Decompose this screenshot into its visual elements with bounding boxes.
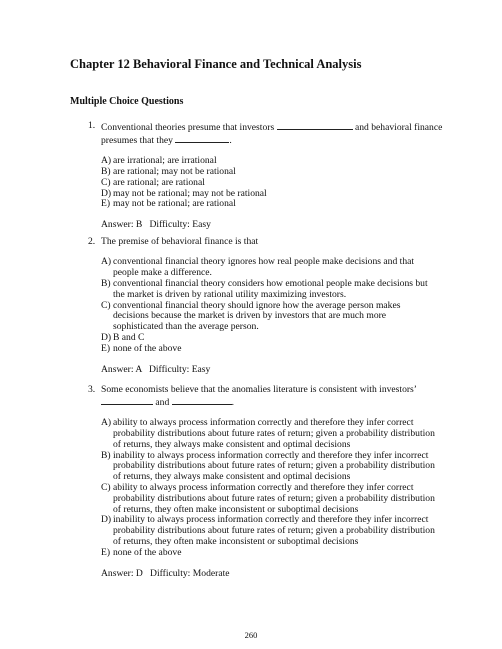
option-b [101, 279, 450, 301]
option-text: B and C [113, 331, 145, 343]
option-text: of returns, they always make consistent and optimal decisions [113, 471, 351, 483]
option-text: probability distributions about future rates of return; given a probability distribution [113, 492, 435, 504]
option-text: inability to always process information correctly and therefore they infer incorrect [113, 449, 429, 461]
question-stem [101, 237, 450, 248]
answer-blank [101, 396, 153, 405]
option-letter: E) [101, 342, 111, 354]
option-text: probability distributions about future rates of return; given a probability distribution [113, 460, 435, 472]
option-text: inability to always process information correctly and therefore they infer incorrect [113, 514, 429, 526]
page-number: 260 [244, 630, 258, 640]
option-text: conventional financial theory ignores how real people make decisions and that [113, 256, 415, 268]
stem-text: . [231, 396, 235, 408]
option-text: probability distributions about future rates of return; given a probability distribution [113, 525, 435, 537]
option-list [101, 257, 450, 354]
option-letter: E) [101, 546, 111, 558]
answer-key: Answer: A Difficulty: Easy [101, 363, 211, 375]
stem-text: Some economists believe that the anomalies literature is consistent with investors’ [101, 384, 417, 395]
option-text: people make a difference. [113, 267, 212, 279]
stem-text: and [155, 396, 170, 408]
option-list [101, 418, 450, 558]
question-3 [70, 385, 450, 579]
option-letter: A) [101, 256, 112, 268]
option-letter: C) [101, 176, 111, 188]
option-text: probability distributions about future rates of return; given a probability distribution [113, 427, 435, 439]
option-text: may not be rational; are rational [113, 198, 236, 210]
option-text: may not be rational; may not be rational [113, 187, 267, 199]
option-text: of returns, they always make consistent and optimal decisions [113, 438, 351, 450]
option-text: are rational; may not be rational [113, 165, 236, 177]
option-letter: C) [101, 481, 111, 493]
option-c [101, 178, 450, 189]
question-stem [101, 121, 450, 147]
option-text: none of the above [113, 342, 182, 354]
option-letter: C) [101, 299, 111, 311]
option-d [101, 515, 450, 547]
question-stem [101, 385, 450, 409]
answer-key: Answer: B Difficulty: Easy [101, 219, 211, 231]
option-text: sophisticated than the average person. [113, 321, 259, 333]
answer-blank [175, 134, 229, 143]
question-2 [70, 237, 450, 375]
option-letter: D) [101, 514, 112, 526]
stem-text: Conventional theories presume that investors [101, 122, 275, 133]
answer-blank [277, 121, 353, 130]
stem-text: The premise of behavioral finance is that [101, 236, 259, 247]
option-b [101, 451, 450, 483]
option-letter: A) [101, 155, 112, 167]
option-text: ability to always process information correctly and therefore they infer correct [113, 481, 414, 493]
option-text: the market is driven by rational utility maximizing investors. [113, 288, 347, 300]
option-letter: A) [101, 417, 112, 429]
option-e [101, 344, 450, 355]
option-text: conventional financial theory considers how emotional people make decisions but [113, 277, 428, 289]
option-text: of returns, they often make inconsistent or suboptimal decisions [113, 503, 359, 515]
option-list [101, 156, 450, 210]
section-heading: Multiple Choice Questions [70, 96, 184, 107]
option-text: are rational; are rational [113, 176, 205, 188]
option-letter: B) [101, 165, 111, 177]
option-letter: B) [101, 449, 111, 461]
option-letter: B) [101, 277, 111, 289]
question-1 [70, 121, 450, 231]
question-number: 2. [88, 236, 96, 247]
option-letter: D) [101, 331, 112, 343]
option-e [101, 548, 450, 559]
option-text: of returns, they often make inconsistent or suboptimal decisions [113, 535, 359, 547]
option-letter: D) [101, 187, 112, 199]
stem-text: and behavioral finance [355, 122, 443, 133]
option-c [101, 483, 450, 515]
answer-key: Answer: D Difficulty: Moderate [101, 567, 230, 579]
option-e [101, 199, 450, 210]
stem-text: . [229, 134, 232, 146]
option-text: none of the above [113, 546, 182, 558]
stem-text: presumes that they [101, 134, 173, 146]
chapter-title: Chapter 12 Behavioral Finance and Technical Analysis [70, 57, 362, 71]
option-letter: E) [101, 198, 111, 210]
question-number: 3. [88, 384, 96, 395]
option-a [101, 257, 450, 279]
option-text: ability to always process information correctly and therefore they infer correct [113, 417, 414, 429]
option-text: conventional financial theory should ignore how the average person makes [113, 299, 401, 311]
option-c [101, 301, 450, 333]
question-number: 1. [88, 120, 96, 131]
answer-blank [172, 396, 232, 405]
option-text: decisions because the market is driven by investors that are much more [113, 310, 387, 322]
option-text: are irrational; are irrational [113, 155, 217, 167]
option-a [101, 418, 450, 450]
